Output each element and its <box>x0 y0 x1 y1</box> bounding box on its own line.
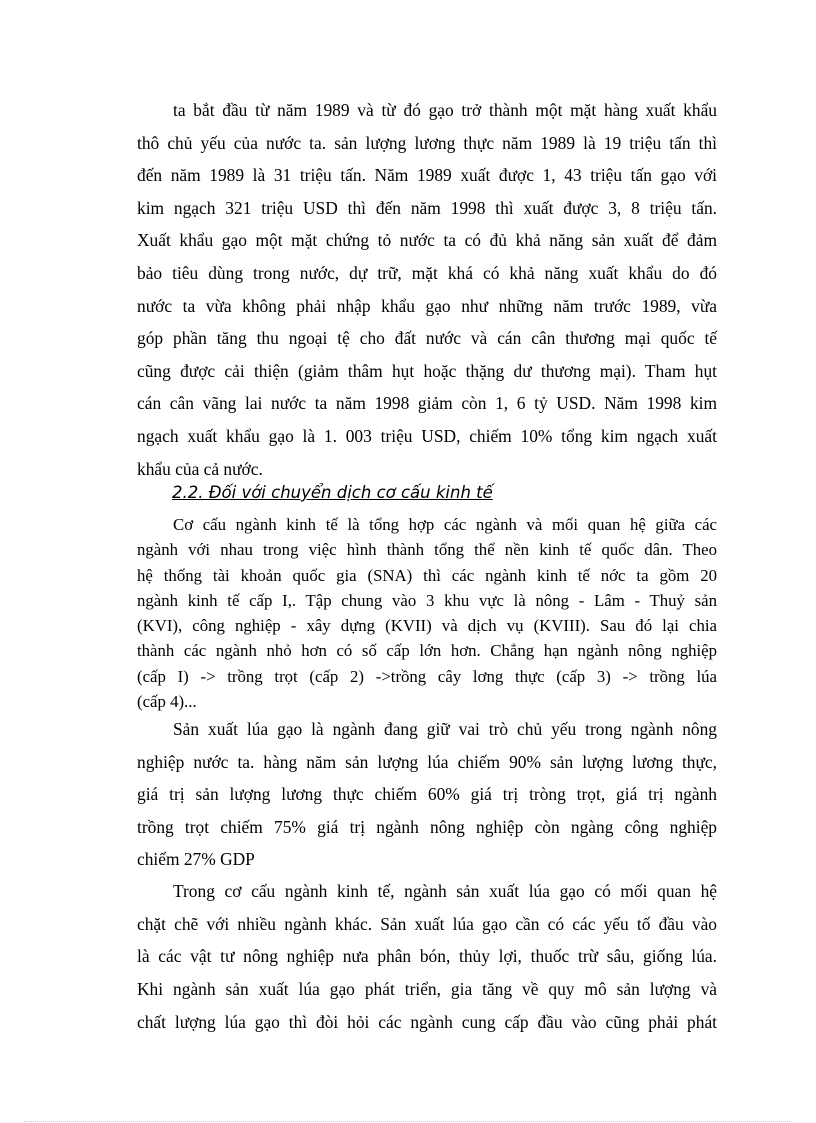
text-line: khẩu của cả nước. <box>137 458 263 479</box>
paragraph-rice-export <box>137 94 717 485</box>
text-line: ngành kinh tế cấp I,. Tập chung vào 3 khu vực là nông - Lâm - Thuỷ sản <box>137 590 717 610</box>
text-line: góp phần tăng thu ngoại tệ cho đất nước và cán cân thương mại quốc tế <box>137 328 717 349</box>
text-line: cũng được cải thiện (giảm thâm hụt hoặc thặng dư thương mại). Tham hụt <box>137 360 717 381</box>
text-line: Trong cơ cấu ngành kinh tế, ngành sản xuất lúa gạo có mối quan hệ <box>173 881 717 901</box>
text-line: đến năm 1989 là 31 triệu tấn. Năm 1989 xuất được 1, 43 triệu tấn gạo với <box>137 165 717 186</box>
text-line: ngành với nhau trong việc hình thành tổng thể nền kinh tế quốc dân. Theo <box>137 540 717 560</box>
text-line: kim ngạch 321 triệu USD thì đến năm 1998 thì xuất được 3, 8 triệu tấn. <box>137 197 717 218</box>
page-bottom-divider <box>24 1121 792 1122</box>
text-line: (KVI), công nghiệp - xây dựng (KVII) và dịch vụ (KVIII). Sau đó lại chia <box>137 616 717 636</box>
text-line: giá trị sản lượng lương thực chiếm 60% giá trị tròng trọt, giá trị ngành <box>137 784 717 804</box>
text-line: chiếm 27% GDP <box>137 849 255 869</box>
text-line: ta bắt đầu từ năm 1989 và từ đó gạo trở thành một mặt hàng xuất khẩu <box>173 100 717 120</box>
text-line: Khi ngành sản xuất lúa gạo phát triển, gia tăng về quy mô sản lượng và <box>137 979 717 1000</box>
text-line: chất lượng lúa gạo thì đòi hỏi các ngành cung cấp đầu vào cũng phải phát <box>137 1011 717 1032</box>
paragraph-rice-production-role <box>137 713 717 876</box>
text-line: trồng trọt chiếm 75% giá trị ngành nông nghiệp còn ngàng công nghiệp <box>137 816 717 837</box>
text-line: nước ta vừa không phải nhập khẩu gạo như những năm trước 1989, vừa <box>137 295 717 316</box>
text-line: Xuất khẩu gạo một mặt chứng tỏ nước ta có đủ khả năng sản xuất để đảm <box>137 230 717 251</box>
text-line: thô chủ yếu của nước ta. sản lượng lương thực năm 1989 là 19 triệu tấn thì <box>137 132 717 153</box>
text-line: hệ thống tài khoản quốc gia (SNA) thì các ngành kinh tế nớc ta gồm 20 <box>137 565 717 585</box>
text-line: bảo tiêu dùng trong nước, dự trữ, mặt khá có khả năng xuất khẩu do đó <box>137 262 717 283</box>
section-heading: 2.2. Đối với chuyển dịch cơ cấu kinh tế <box>172 483 493 502</box>
text-line: cán cân vãng lai nước ta năm 1998 giảm còn 1, 6 tỷ USD. Năm 1998 kim <box>137 393 717 414</box>
text-line: nghiệp nước ta. hàng năm sản lượng lúa chiếm 90% sản lượng lương thực, <box>137 751 717 772</box>
text-line: Sản xuất lúa gạo là ngành đang giữ vai trò chủ yếu trong ngành nông <box>173 719 717 739</box>
paragraph-rice-linkages <box>137 875 717 1039</box>
paragraph-economic-structure <box>137 512 717 714</box>
text-line: (cấp 4)... <box>137 692 197 712</box>
text-line: (cấp I) -> trồng trọt (cấp 2) ->trồng cây lơng thực (cấp 3) -> trồng lúa <box>137 666 717 686</box>
text-line: chặt chẽ với nhiều ngành khác. Sản xuất lúa gạo cần có các yếu tố đầu vào <box>137 913 717 934</box>
text-line: ngạch xuất khẩu gạo là 1. 003 triệu USD, chiếm 10% tổng kim ngạch xuất <box>137 425 717 446</box>
text-line: Cơ cấu ngành kinh tế là tổng hợp các ngành và mối quan hệ giữa các <box>173 515 717 534</box>
text-line: thành các ngành nhỏ hơn có số cấp lớn hơn. Chẳng hạn ngành nông nghiệp <box>137 641 717 661</box>
text-line: là các vật tư nông nghiệp nưa phân bón, thủy lợi, thuốc trừ sâu, giống lúa. <box>137 946 717 967</box>
